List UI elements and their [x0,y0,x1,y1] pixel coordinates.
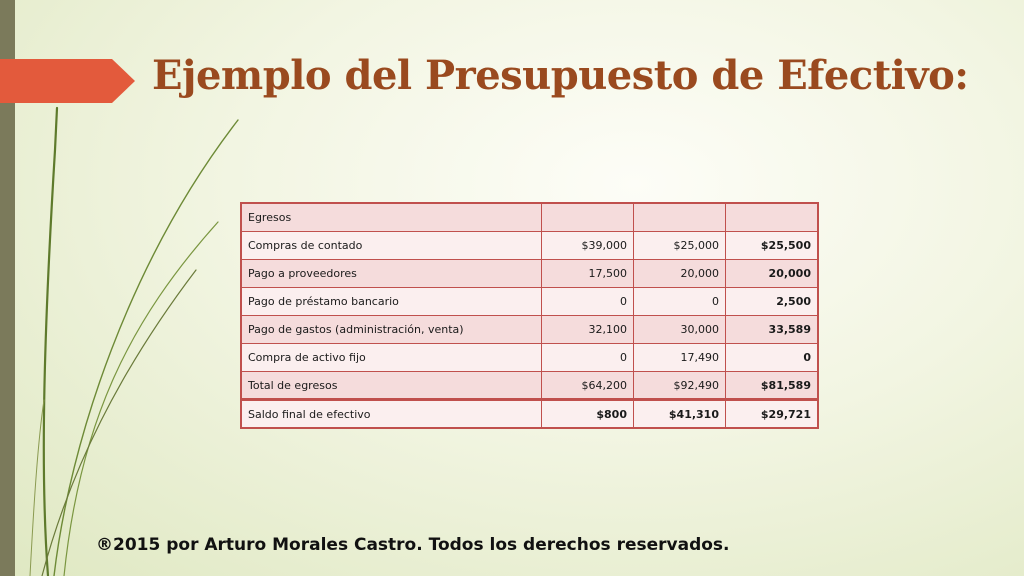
row-label: Egresos [242,204,542,232]
cell-value: 0 [726,344,818,372]
cell-value: 20,000 [634,260,726,288]
table-row [242,260,818,288]
row-label: Saldo final de efectivo [242,400,542,428]
cell-value: $92,490 [634,372,726,400]
cell-value: $29,721 [726,400,818,428]
slide-title: Ejemplo del Presupuesto de Efectivo: [152,52,969,99]
cell-value: 0 [542,344,634,372]
cell-value: $81,589 [726,372,818,400]
cell-value: 32,100 [542,316,634,344]
cell-value: 17,500 [542,260,634,288]
table-row [242,288,818,316]
cell-value: $64,200 [542,372,634,400]
row-label: Pago de gastos (administración, venta) [242,316,542,344]
cell-value [634,204,726,232]
cell-value: $800 [542,400,634,428]
cell-value: $39,000 [542,232,634,260]
cell-value: 0 [542,288,634,316]
row-label: Total de egresos [242,372,542,400]
table-row [242,204,818,232]
row-label: Pago de préstamo bancario [242,288,542,316]
cell-value [726,204,818,232]
cell-value: $25,000 [634,232,726,260]
row-label: Pago a proveedores [242,260,542,288]
cash-budget-table [241,203,818,428]
row-label: Compra de activo fijo [242,344,542,372]
arrow-bullet-icon [0,59,135,103]
row-label: Compras de contado [242,232,542,260]
cell-value: $41,310 [634,400,726,428]
cell-value: 20,000 [726,260,818,288]
cell-value: $25,500 [726,232,818,260]
cell-value: 33,589 [726,316,818,344]
table-row [242,316,818,344]
table-row [242,344,818,372]
copyright-footer: ®2015 por Arturo Morales Castro. Todos los derechos reservados. [96,535,730,555]
cell-value: 0 [634,288,726,316]
cell-value: 30,000 [634,316,726,344]
cell-value: 2,500 [726,288,818,316]
cell-value [542,204,634,232]
table-row [242,372,818,400]
table-row [242,232,818,260]
cell-value: 17,490 [634,344,726,372]
table-row-total [242,400,818,428]
